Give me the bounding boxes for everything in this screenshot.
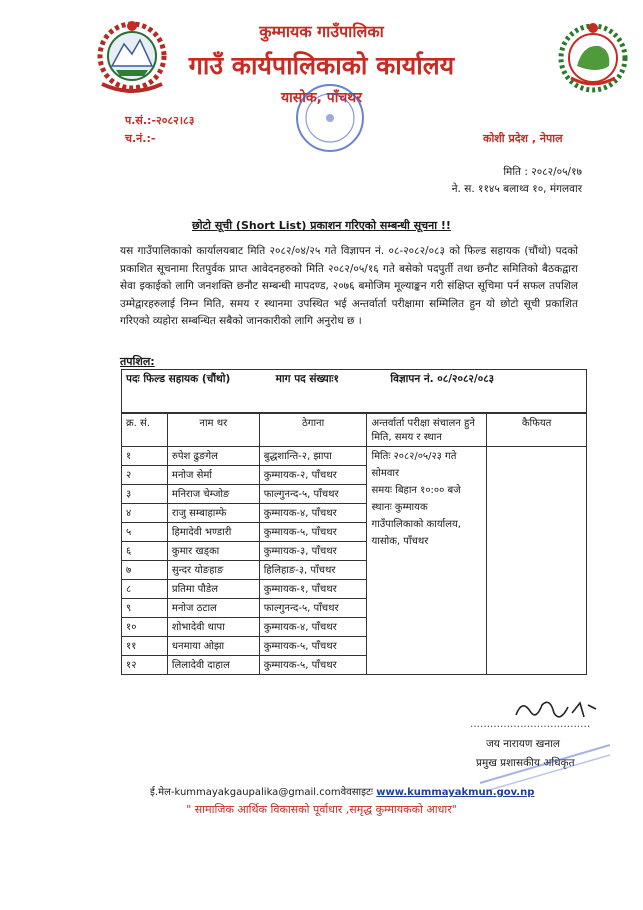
cell-name: लिलादेवी दाहाल (167, 656, 259, 675)
cell-serial: ६ (122, 542, 168, 561)
cell-name: रुपेश ढुङगेल (167, 447, 259, 466)
shortlist-table (121, 413, 587, 675)
cell-name: हिमादेवी भण्डारी (167, 523, 259, 542)
cell-serial: ७ (122, 561, 168, 580)
exam-details-cell (367, 447, 487, 675)
signatory-name: जय नारायण खनाल (486, 738, 561, 750)
signature-dots: .................................... (470, 718, 591, 730)
header-serial: क्र. सं. (122, 414, 168, 447)
cell-serial: १२ (122, 656, 168, 675)
header-address: ठेगाना (259, 414, 367, 447)
notice-subject: छोटो सूची (Short List) प्रकाशन गरिएको सम्बन्धी सूचना !! (192, 219, 451, 232)
footer-email: ई.मेल-kummayakgaupalika@gmail.com (150, 787, 341, 798)
reference-number: प.सं.:-२०८२।८३ (125, 114, 195, 127)
footer-slogan: " सामाजिक आर्थिक विकासको पूर्वाधार ,समृद्ध कुम्मायकको आधार" (186, 803, 457, 816)
exam-miti: मितिः २०८२/०५/२३ गते सोमवार (371, 451, 457, 479)
post-info-box (121, 369, 587, 413)
table-header-row (122, 414, 587, 447)
cell-address: कुम्मायक-४, पाँचथर (259, 618, 367, 637)
exam-sthan: स्थानः कुम्मायक गाउँपालिकाको कार्यालय, यासोक, पाँचथर (371, 502, 461, 547)
province-label: कोशी प्रदेश , नेपाल (483, 132, 563, 145)
cell-name: सुन्दर योङहाङ (167, 561, 259, 580)
table-row (122, 447, 587, 466)
cell-serial: १० (122, 618, 168, 637)
office-stamp-icon (292, 80, 368, 156)
cell-name: मनिराज चेम्जोङ (167, 485, 259, 504)
header-exam-details: अन्तर्वार्ता परीक्षा संचालन हुने मिति, समय र स्थान (367, 414, 487, 447)
cell-serial: ४ (122, 504, 168, 523)
cell-address: कुम्मायक-१, पाँचथर (259, 580, 367, 599)
cell-name: प्रतिमा पौडेल (167, 580, 259, 599)
cell-serial: १ (122, 447, 168, 466)
cell-address: हिलिहाङ-३, पाँचथर (259, 561, 367, 580)
dispatch-number: च.नं.:- (125, 132, 156, 145)
cell-address: फाल्गुनन्द-५, पाँचथर (259, 599, 367, 618)
nepal-sambat-date: ने. स. ११४५ बलाथ्व १०, मंगलवार (451, 183, 582, 195)
municipality-name: कुम्मायक गाउँपालिका (259, 22, 384, 41)
office-name: गाउँ कार्यपालिकाको कार्यालय (188, 51, 455, 80)
remarks-cell (487, 447, 587, 675)
cell-name: राजु सम्बाहाम्फे (167, 504, 259, 523)
cell-address: कुम्मायक-५, पाँचथर (259, 637, 367, 656)
footer-contact (150, 784, 534, 798)
cell-serial: ३ (122, 485, 168, 504)
cell-address: कुम्मायक-२, पाँचथर (259, 466, 367, 485)
cell-address: फाल्गुनन्द-५, पाँचथर (259, 485, 367, 504)
header-name: नाम थर (167, 414, 259, 447)
cell-address: कुम्मायक-३, पाँचथर (259, 542, 367, 561)
cell-name: धनमाया ओझा (167, 637, 259, 656)
cell-name: मनोज सेर्मा (167, 466, 259, 485)
cell-serial: ११ (122, 637, 168, 656)
cell-name: मनोज ठटाल (167, 599, 259, 618)
post-name: पदः फिल्ड सहायक (चौंथो) (126, 373, 231, 385)
cell-serial: ५ (122, 523, 168, 542)
cell-name: शोभादेवी थापा (167, 618, 259, 637)
notice-body: यस गाउँपालिकाको कार्यालयबाट मिति २०८२/०४/२५ गते विज्ञापन नं. ०८-२०८२/०८३ को फिल्ड सहायक (चौंथो) पदको प्रकाशित सूचनामा रितपुर्वक प्राप्त आवेदनहरुको मिति २०८२/०५/१६ गते बसेको पदपुर्ती तथा छनौट समितिको बैठकद्वारा सेवा इकाईको लागि जनशक्ति छनौट सम्बन्धी मापदण्ड, २०७६ बमोजिम मूल्याङ्कन गरी संक्षिप्त सूचिमा पर्न सफल तपशिल उम्मेद्वारहरुलाई निम्न मिति, समय र स्थानमा उपस्थित भई अन्तर्वार्ता परीक्षामा सम्मिलित हुन यो छोटो सूची प्रकाशित गरिएको व्यहोरा सम्बन्धित सबैको जानकारीको लागि अनुरोध छ । (120, 245, 578, 327)
footer-website-label: वेवसाइटः (340, 787, 374, 798)
cell-address: कुम्मायक-४, पाँचथर (259, 504, 367, 523)
cell-address: कुम्मायक-५, पाँचथर (259, 523, 367, 542)
details-heading: तपशिल: (120, 355, 155, 368)
demand-count: माग पद संख्याः१ (275, 373, 340, 385)
signatory-title: प्रमुख प्रशासकीय अधिकृत (476, 757, 575, 769)
cell-name: कुमार खड्का (167, 542, 259, 561)
cell-serial: ९ (122, 599, 168, 618)
footer-website-link[interactable]: www.kummayakmun.gov.np (376, 787, 535, 798)
advertisement-number: विज्ञापन नं. ०८/२०८२/०८३ (390, 373, 495, 385)
cell-serial: २ (122, 466, 168, 485)
cell-address: बुद्धशान्ति-२, झापा (259, 447, 367, 466)
header-remarks: कैफियत (487, 414, 587, 447)
date-line: मिति : २०८२/०५/१७ (503, 166, 582, 178)
office-location: यासोक, पाँचथर (281, 90, 362, 106)
cell-serial: ८ (122, 580, 168, 599)
cell-address: कुम्मायक-५, पाँचथर (259, 656, 367, 675)
exam-samaya: समयः बिहान १०:०० बजे (371, 485, 461, 496)
